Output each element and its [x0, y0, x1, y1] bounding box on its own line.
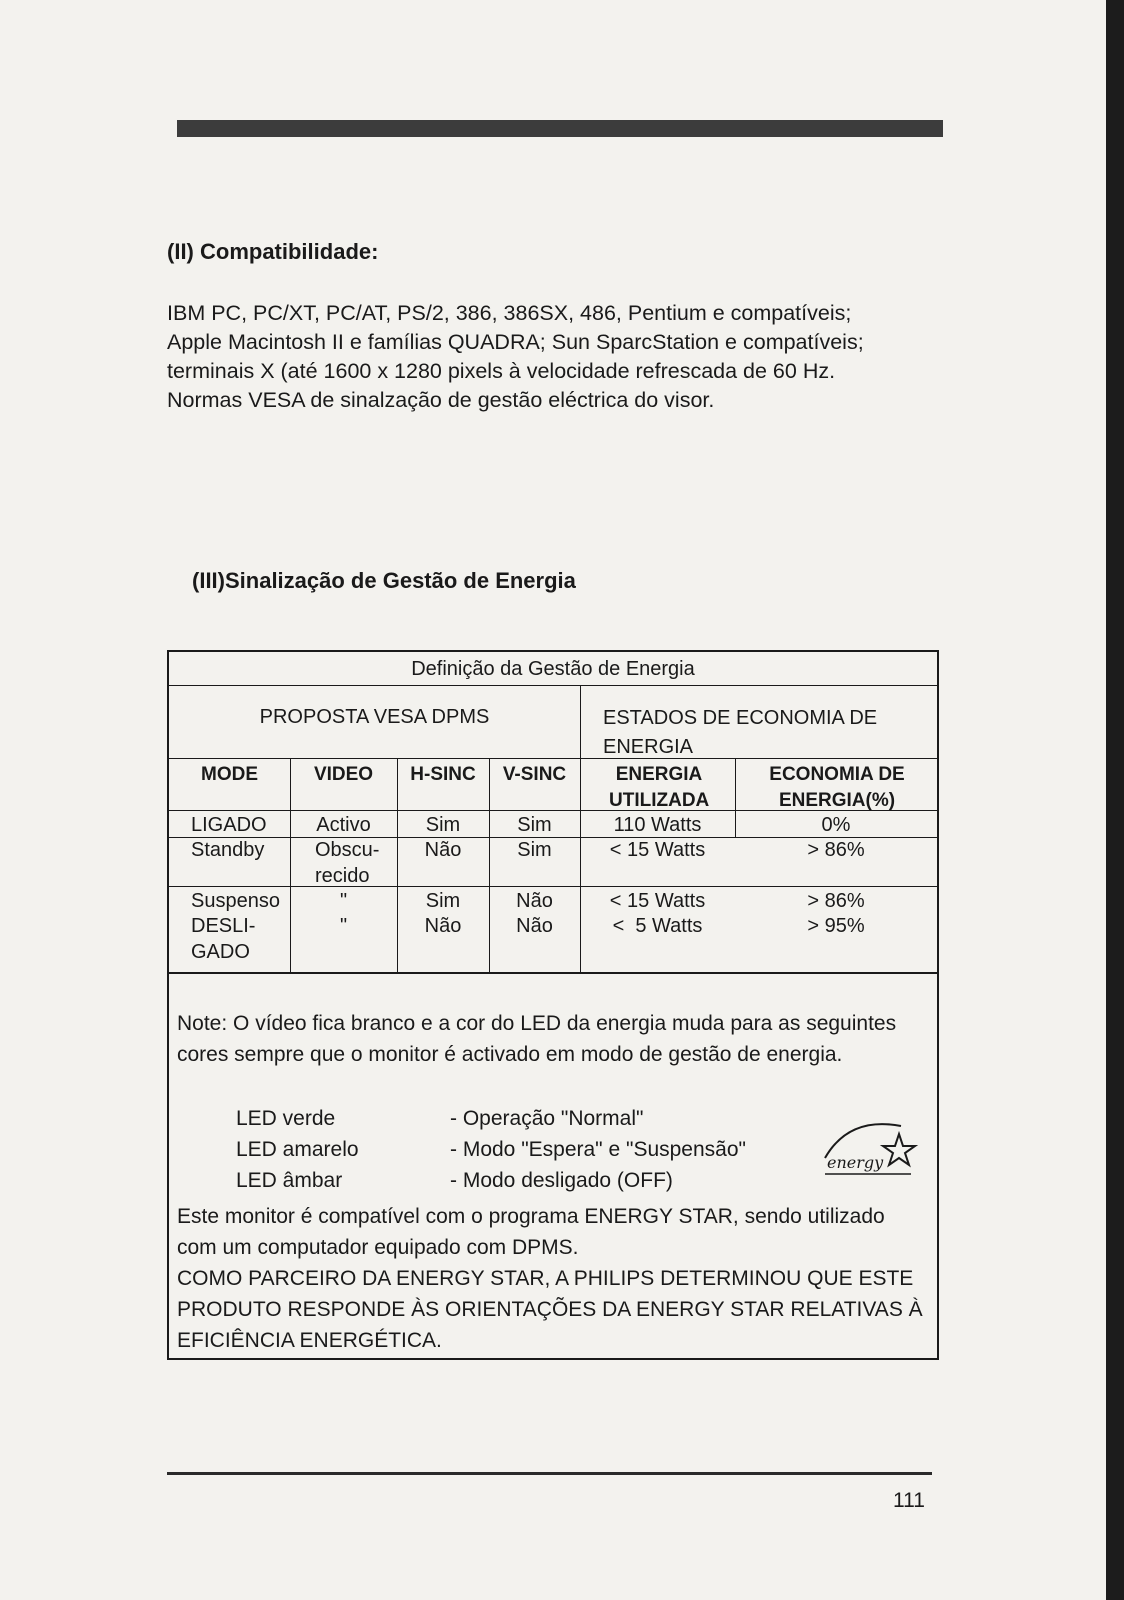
- column-header-vsinc: V-SINC: [502, 764, 567, 785]
- column-header-mode: MODE: [201, 764, 258, 785]
- led-label-amarelo: LED amarelo: [236, 1138, 359, 1161]
- led-meaning-amarelo: - Modo "Espera" e "Suspensão": [450, 1138, 746, 1161]
- cell-hsinc: Não: [424, 915, 462, 937]
- cell-economia: > 86%: [807, 890, 865, 912]
- cell-video: ": [339, 890, 348, 912]
- compatibility-paragraph: IBM PC, PC/XT, PC/AT, PS/2, 386, 386SX, 486, Pentium e compatíveis; Apple Macintosh II e famílias QUADRA; Sun SparcStation e compatíveis; terminais X (até 1600 x 1280 pixels à velocidade refrescada de 60 Hz.: [167, 301, 864, 383]
- cell-vsinc: Não: [516, 915, 553, 937]
- column-header-energia: ENERGIA UTILIZADA: [609, 764, 710, 811]
- cell-energia: < 15 Watts: [609, 839, 706, 861]
- compatibility-text: [167, 299, 907, 415]
- column-header-video: VIDEO: [313, 764, 374, 785]
- cell-video: ": [339, 915, 348, 937]
- section-heading-compatibilidade: (II) Compatibilidade:: [167, 239, 379, 264]
- column-header-economia: ECONOMIA DE ENERGIA(%): [769, 764, 905, 811]
- cell-economia: > 95%: [807, 915, 865, 937]
- cell-mode-ligado: LIGADO: [191, 814, 267, 836]
- cell-vsinc: Não: [516, 890, 553, 912]
- cell-energia: < 15 Watts: [609, 890, 706, 912]
- group-header-vesa: PROPOSTA VESA DPMS: [259, 706, 490, 728]
- energy-star-statement: [177, 1201, 927, 1356]
- page-number: 111: [893, 1489, 925, 1512]
- section-heading-energia: (III)Sinalização de Gestão de Energia: [192, 568, 576, 593]
- note-text: Note: O vídeo fica branco e a cor do LED da energia muda para as seguintes cores sempre que o monitor é activado em modo de gestão de energia.: [177, 1012, 897, 1066]
- cell-mode-suspenso: Suspenso: [191, 890, 280, 912]
- led-meaning-verde: - Operação "Normal": [450, 1107, 644, 1130]
- power-management-box: [167, 650, 939, 1360]
- energy-star-partner: COMO PARCEIRO DA ENERGY STAR, A PHILIPS DETERMINOU QUE ESTE PRODUTO RESPONDE ÀS ORIENTAÇÕES DA ENERGY STAR RELATIVAS À EFICIÊNCIA ENERGÉTICA.: [177, 1267, 923, 1352]
- led-meaning-ambar: - Modo desligado (OFF): [450, 1169, 673, 1192]
- cell-video: Obscu- recido: [315, 839, 380, 887]
- energy-star-logo: [819, 1112, 919, 1184]
- cell-mode-standby: Standby: [191, 839, 265, 861]
- cell-vsinc: Sim: [517, 814, 552, 836]
- header-bar: [177, 120, 943, 137]
- column-header-hsinc: H-SINC: [410, 764, 476, 785]
- led-label-ambar: LED âmbar: [236, 1169, 343, 1192]
- cell-vsinc: Sim: [517, 839, 552, 861]
- cell-economia: 0%: [821, 814, 851, 836]
- scan-edge: [1106, 0, 1124, 1600]
- cell-hsinc: Não: [424, 839, 462, 861]
- cell-hsinc: Sim: [425, 890, 461, 912]
- energy-star-compat: Este monitor é compatível com o programa ENERGY STAR, sendo utilizado com um computador equipado com DPMS.: [177, 1205, 885, 1259]
- cell-energia: 110 Watts: [613, 814, 702, 836]
- energy-logo-text: energy: [827, 1153, 884, 1172]
- table-title: Definição da Gestão de Energia: [411, 658, 695, 680]
- footer-rule: [167, 1472, 932, 1475]
- cell-video: Activo: [316, 814, 371, 836]
- group-header-estados: ESTADOS DE ECONOMIA DE ENERGIA: [603, 707, 878, 758]
- cell-hsinc: Sim: [425, 814, 461, 836]
- cell-mode-desligado: DESLI- GADO: [191, 915, 256, 963]
- cell-economia: > 86%: [807, 839, 865, 861]
- vesa-paragraph: Normas VESA de sinalzação de gestão eléctrica do visor.: [167, 388, 715, 412]
- cell-energia: < 5 Watts: [612, 915, 703, 937]
- led-label-verde: LED verde: [236, 1107, 336, 1130]
